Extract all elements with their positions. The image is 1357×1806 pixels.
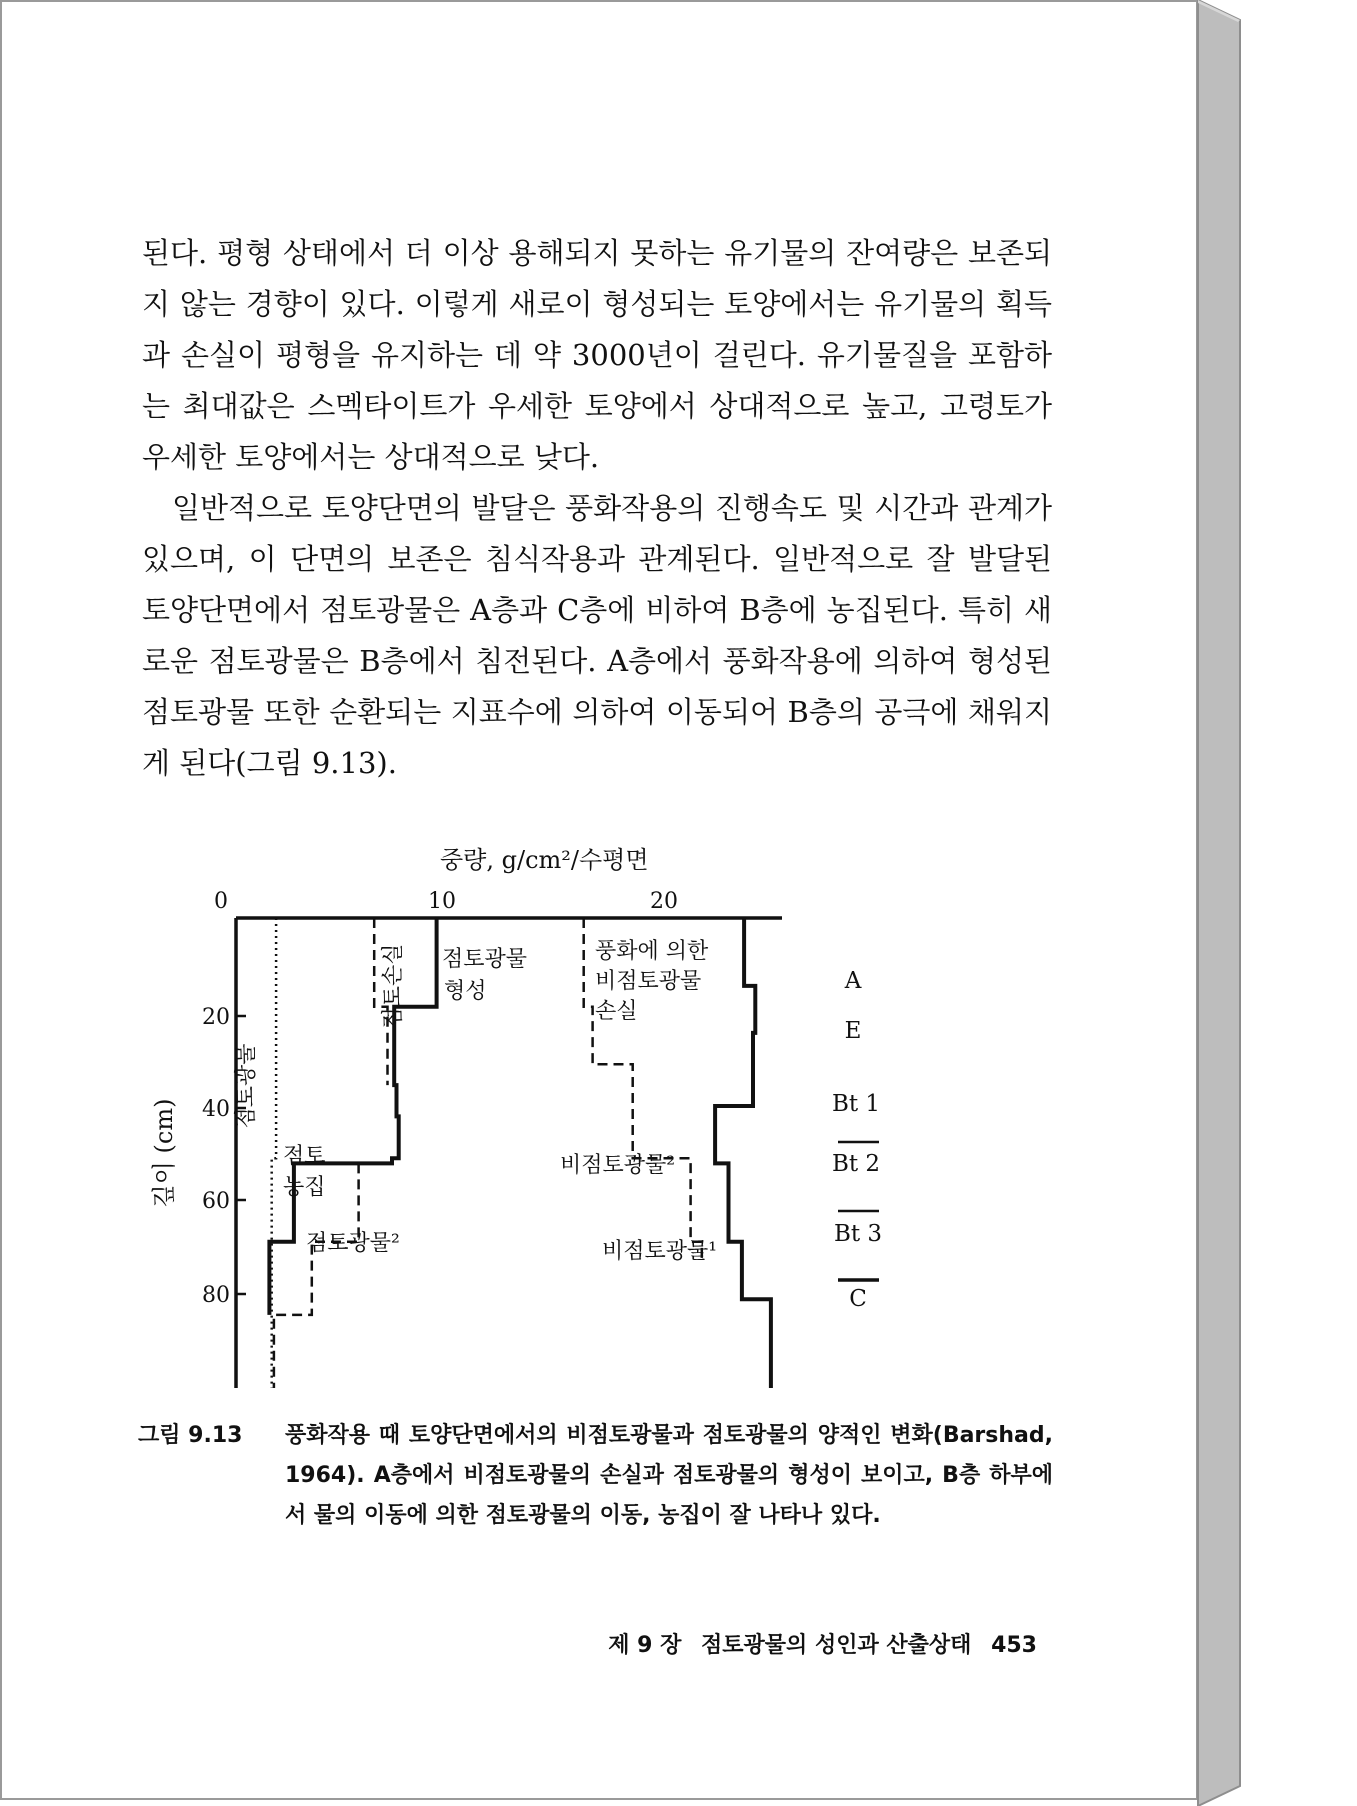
y-axis-title: 깊이 (cm) <box>150 1098 178 1208</box>
horizon-bt3: Bt 3 <box>833 1221 883 1247</box>
body-paragraph-1: 된다. 평형 상태에서 더 이상 용해되지 못하는 유기물의 잔여량은 보존되지 않는 경향이 있다. 이렇게 새로이 형성되는 토양에서는 유기물의 획득과 손실이 평형을 유지하는 데 약 3000년이 걸린다. 유기물질을 포함하는 최대값은 스멕타이트가 우세한 토양에서 상대적으로 높고, 고령토가 우세한 토양에서는 상대적으로 낮다. <box>142 236 1052 474</box>
label-clay-formation-1: 점토광물 <box>442 947 528 972</box>
x-tick-20: 20 <box>650 889 678 914</box>
y-tick-20: 20 <box>202 1005 230 1030</box>
label-nonclay-loss-1: 풍화에 의한 <box>595 939 709 964</box>
horizon-c: C <box>849 1286 867 1312</box>
y-tick-60: 60 <box>202 1189 230 1214</box>
caption-number: 그림 9.13 <box>138 1423 243 1448</box>
x-tick-0: 0 <box>214 889 228 914</box>
body-text <box>142 228 1052 789</box>
y-tick-80: 80 <box>202 1283 230 1308</box>
horizon-a: A <box>844 968 862 994</box>
label-clay-formation-2: 형성 <box>444 979 487 1004</box>
label-clay-mineral-vertical: 점토광물 <box>234 1043 259 1129</box>
series-line-5 <box>715 918 771 1388</box>
label-nonclay-loss-2: 비점토광물 <box>595 969 702 994</box>
label-clay-mineral-2: 점토광물² <box>306 1231 400 1256</box>
label-nonclay-mineral-1: 비점토광물¹ <box>602 1239 718 1264</box>
footer-chapter: 제 9 장 <box>608 1633 682 1658</box>
series-line-0 <box>272 918 276 1388</box>
label-nonclay-loss-3: 손실 <box>595 999 638 1024</box>
label-clay-accum-2: 농집 <box>283 1175 326 1200</box>
label-clay-loss-vertical: 점토손실 <box>381 943 406 1029</box>
footer-title: 점토광물의 성인과 산출상태 <box>701 1633 972 1658</box>
soil-profile-chart <box>150 838 1050 1398</box>
horizon-e: E <box>844 1018 862 1044</box>
x-tick-10: 10 <box>428 889 456 914</box>
body-paragraph-2: 일반적으로 토양단면의 발달은 풍화작용의 진행속도 및 시간과 관계가 있으며, 이 단면의 보존은 침식작용과 관계된다. 일반적으로 잘 발달된 토양단면에서 점토광물은 A층과 C층에 비하여 B층에 농집된다. 특히 새로운 점토광물은 B층에서 침전된다. A층에서 풍화작용에 의하여 형성된 점토광물 또한 순환되는 지표수에 의하여 이동되어 B층의 공극에 채워지게 된다(그림 9.13). <box>142 491 1052 780</box>
y-tick-40: 40 <box>202 1097 230 1122</box>
page-footer <box>596 1628 1037 1659</box>
label-clay-accum-1: 점토 <box>283 1144 326 1169</box>
horizon-bt2: Bt 2 <box>831 1151 881 1177</box>
chart-top-title: 중량, g/cm²/수평면 <box>440 846 649 874</box>
footer-page-number: 453 <box>991 1633 1037 1658</box>
label-nonclay-mineral-2: 비점토광물² <box>560 1153 676 1178</box>
horizon-bt1: Bt 1 <box>831 1091 881 1117</box>
caption-text: 풍화작용 때 토양단면에서의 비점토광물과 점토광물의 양적인 변화(Barshad, 1964). A층에서 비점토광물의 손실과 점토광물의 형성이 보이고, B층 하부에서 물의 이동에 의한 점토광물의 이동, 농집이 잘 나타나 있다. <box>285 1423 1053 1528</box>
